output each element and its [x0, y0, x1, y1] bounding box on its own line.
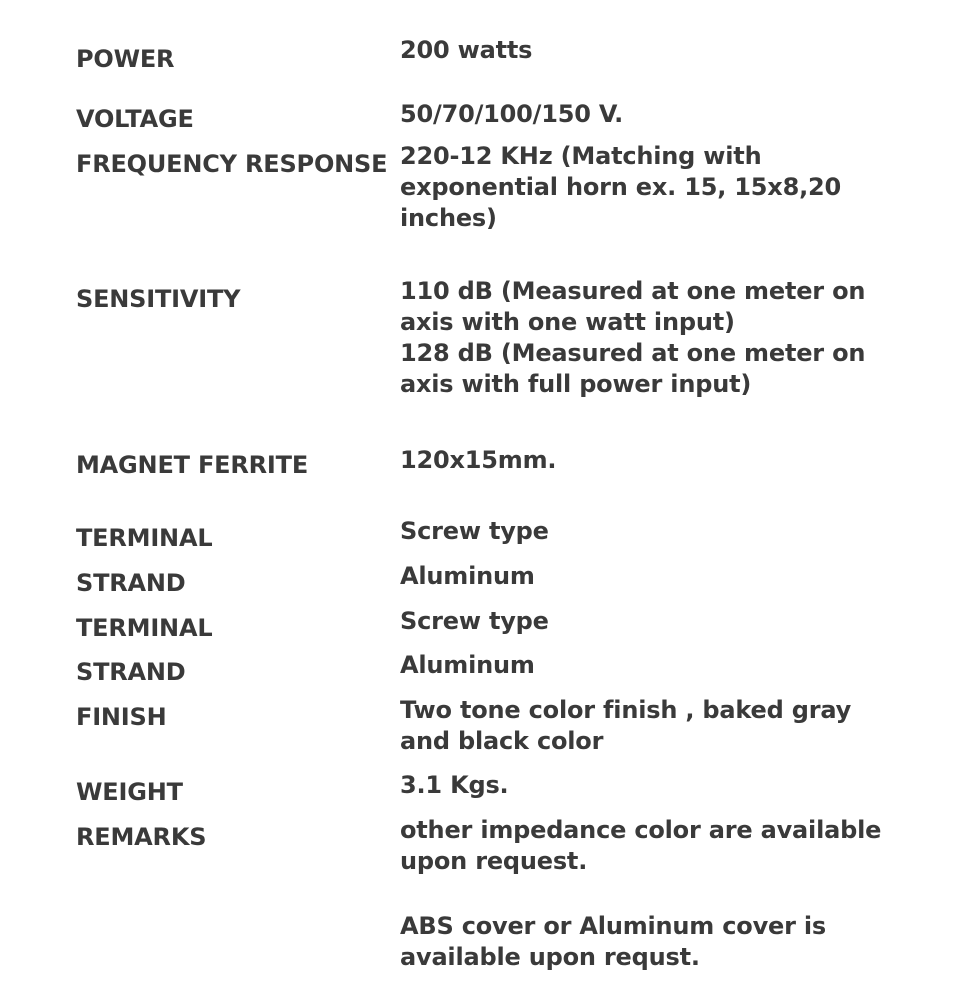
spec-value-voltage [400, 99, 920, 130]
spec-value-line: 110 dB (Measured at one meter on [400, 277, 866, 305]
spec-label-magnet-ferrite: MAGNET FERRITE [76, 451, 309, 479]
spec-value-line: Aluminum [400, 562, 535, 590]
spec-value-finish [400, 695, 920, 757]
spec-value-remarks [400, 815, 920, 877]
spec-label-remarks: REMARKS [76, 823, 207, 851]
spec-value-line: other impedance color are available [400, 816, 882, 844]
spec-label-sensitivity: SENSITIVITY [76, 285, 241, 313]
spec-label-terminal: TERMINAL [76, 524, 213, 552]
spec-value-line: 220-12 KHz (Matching with [400, 142, 762, 170]
spec-value-frequency-response [400, 141, 920, 234]
spec-value-line: exponential horn ex. 15, 15x8,20 [400, 173, 841, 201]
spec-value-line: Aluminum [400, 651, 535, 679]
spec-label-power: POWER [76, 45, 175, 73]
spec-value-line: inches) [400, 204, 497, 232]
spec-label-frequency-response: FREQUENCY RESPONSE [76, 150, 388, 178]
spec-value-line: 120x15mm. [400, 446, 557, 474]
spec-value-line: upon request. [400, 847, 588, 875]
spec-value-line: and black color [400, 727, 604, 755]
extra-note [400, 911, 920, 973]
spec-value-terminal [400, 516, 920, 547]
spec-label-weight: WEIGHT [76, 778, 183, 806]
spec-value-line: Screw type [400, 517, 549, 545]
spec-value-terminal [400, 606, 920, 637]
spec-value-line: axis with full power input) [400, 370, 752, 398]
spec-value-line: axis with one watt input) [400, 308, 735, 336]
spec-label-strand: STRAND [76, 569, 186, 597]
spec-value-line: 200 watts [400, 36, 533, 64]
spec-value-weight [400, 770, 920, 801]
spec-value-line: 50/70/100/150 V. [400, 100, 624, 128]
spec-value-line: Screw type [400, 607, 549, 635]
spec-value-line: 3.1 Kgs. [400, 771, 509, 799]
spec-value-line: 128 dB (Measured at one meter on [400, 339, 866, 367]
extra-note-line: available upon requst. [400, 943, 700, 971]
extra-note-line: ABS cover or Aluminum cover is [400, 912, 827, 940]
spec-label-terminal: TERMINAL [76, 614, 213, 642]
spec-value-power [400, 35, 920, 66]
spec-label-strand: STRAND [76, 658, 186, 686]
spec-label-voltage: VOLTAGE [76, 105, 194, 133]
spec-value-strand [400, 561, 920, 592]
spec-value-strand [400, 650, 920, 681]
spec-label-finish: FINISH [76, 703, 167, 731]
spec-value-magnet-ferrite [400, 445, 920, 476]
spec-value-sensitivity [400, 276, 920, 400]
spec-value-line: Two tone color finish , baked gray [400, 696, 852, 724]
